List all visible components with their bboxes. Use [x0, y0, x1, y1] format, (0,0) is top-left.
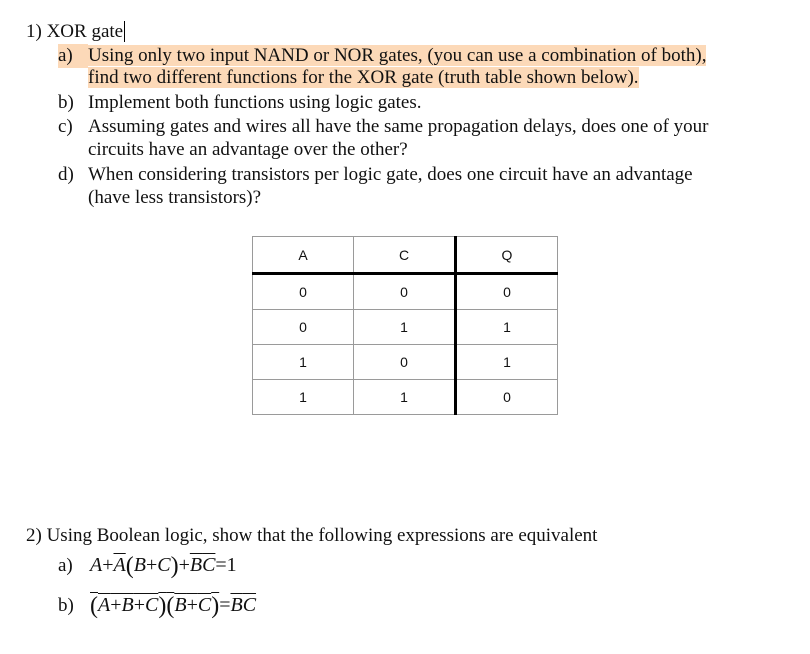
q1-item-b-label: b) [58, 92, 74, 113]
cell-q: 0 [456, 274, 558, 310]
q1-item-a-line2: find two different functions for the XOR gate (truth table shown below). [88, 67, 639, 88]
q2-heading [26, 524, 597, 548]
q2-item-a-label: a) [58, 555, 73, 576]
cell-a: 0 [253, 274, 354, 310]
q1-item-b [58, 91, 422, 115]
q1-item-a-cont [88, 66, 639, 90]
q1-heading-text: 1) XOR gate [26, 21, 124, 42]
cell-c: 1 [354, 380, 456, 415]
table-row [253, 310, 558, 345]
q1-item-c-line2: circuits have an advantage over the other? [88, 139, 408, 160]
cell-c: 0 [354, 274, 456, 310]
q1-item-d-line2: (have less transistors)? [88, 187, 262, 208]
q1-item-d [58, 163, 693, 187]
cell-q: 1 [456, 310, 558, 345]
truth-table-header-row [253, 237, 558, 274]
q2-item-a-expr: $A+\overline{A}(B+C)+\overline{B}\overline{C}=1$ [90, 553, 237, 579]
q2-item-b-expr: $(A+B+C)(B+C)=\overline{B}\overline{C}$ [90, 593, 257, 619]
cell-a: 1 [253, 380, 354, 415]
table-row [253, 345, 558, 380]
q2-item-b [58, 592, 256, 619]
truth-table-header-a: A [253, 237, 354, 274]
q2-item-b-label: b) [58, 595, 74, 616]
q2-item-a [58, 552, 237, 579]
cell-a: 0 [253, 310, 354, 345]
q1-item-c-cont [88, 138, 408, 162]
q1-item-c-label: c) [58, 116, 73, 137]
cell-c: 0 [354, 345, 456, 380]
cell-q: 0 [456, 380, 558, 415]
q1-heading [26, 20, 125, 44]
q1-item-d-cont [88, 186, 261, 210]
cell-a: 1 [253, 345, 354, 380]
q1-item-a [58, 44, 706, 68]
q1-item-c [58, 115, 709, 139]
cell-c: 1 [354, 310, 456, 345]
q1-item-b-line1: Implement both functions using logic gates. [88, 92, 422, 113]
table-row [253, 274, 558, 310]
table-row [253, 380, 558, 415]
truth-table [252, 236, 558, 415]
q1-item-c-line1: Assuming gates and wires all have the same propagation delays, does one of your [88, 116, 709, 137]
q1-item-d-label: d) [58, 164, 74, 185]
truth-table-header-c: C [354, 237, 456, 274]
q1-item-a-label: a) [58, 44, 88, 68]
q2-heading-text: 2) Using Boolean logic, show that the following expressions are equivalent [26, 525, 598, 546]
q1-item-a-line1: Using only two input NAND or NOR gates, (you can use a combination of both), [88, 45, 707, 66]
cell-q: 1 [456, 345, 558, 380]
truth-table-header-q: Q [456, 237, 558, 274]
q1-item-d-line1: When considering transistors per logic gate, does one circuit have an advantage [88, 164, 693, 185]
